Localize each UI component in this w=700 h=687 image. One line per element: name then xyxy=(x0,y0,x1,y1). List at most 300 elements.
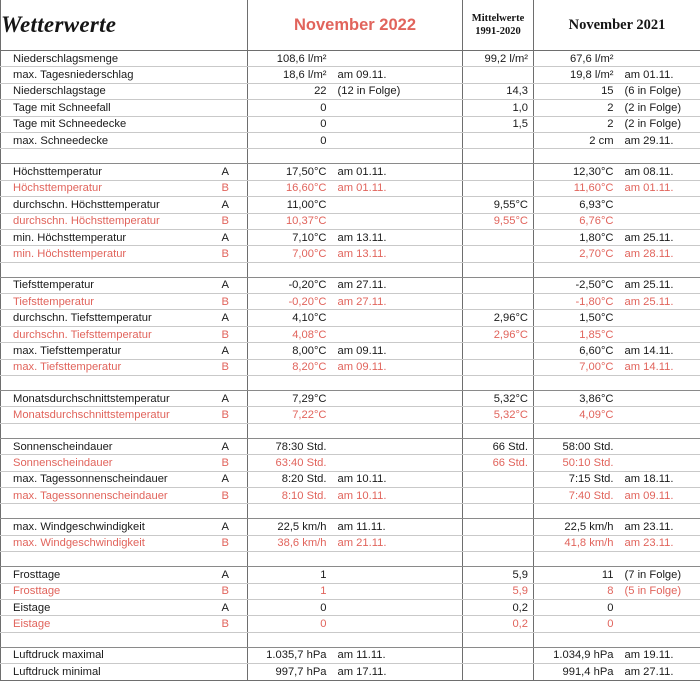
value-november-2022: 1.035,7 hPa xyxy=(248,647,332,663)
row-label: max. Tagesniederschlag xyxy=(1,67,210,83)
row-label: Frosttage xyxy=(1,583,210,599)
variant-marker: A xyxy=(210,567,248,583)
value-november-2021: 7:40 Std. xyxy=(534,487,619,503)
value-mittelwerte: 1,0 xyxy=(463,100,534,116)
detail-november-2021 xyxy=(619,599,700,615)
spacer-cell xyxy=(210,149,248,164)
value-november-2021: 19,8 l/m² xyxy=(534,67,619,83)
detail-november-2022: am 13.11. xyxy=(332,246,463,262)
variant-marker: A xyxy=(210,599,248,615)
detail-november-2021 xyxy=(619,197,700,213)
detail-november-2022 xyxy=(332,455,463,471)
variant-marker: B xyxy=(210,583,248,599)
value-november-2021: 991,4 hPa xyxy=(534,664,619,680)
variant-marker: A xyxy=(210,310,248,326)
spacer-cell xyxy=(1,504,210,519)
value-mittelwerte xyxy=(463,343,534,359)
spacer-cell xyxy=(463,552,534,567)
value-november-2022: 1 xyxy=(248,567,332,583)
detail-november-2022 xyxy=(332,391,463,407)
row-label: max. Schneedecke xyxy=(1,132,210,148)
value-november-2022: 108,6 l/m² xyxy=(248,51,332,67)
spacer-cell xyxy=(1,552,210,567)
row-label: min. Höchsttemperatur xyxy=(1,229,210,245)
table-row xyxy=(1,471,700,487)
value-mittelwerte xyxy=(463,535,534,551)
spacer-cell xyxy=(210,376,248,391)
detail-november-2021: am 01.11. xyxy=(619,67,700,83)
detail-november-2021: (5 in Folge) xyxy=(619,583,700,599)
table-row xyxy=(1,455,700,471)
variant-marker xyxy=(210,100,248,116)
table-row xyxy=(1,487,700,503)
spacer-cell xyxy=(463,423,534,438)
detail-november-2021: (6 in Folge) xyxy=(619,83,700,99)
row-label: Sonnenscheindauer xyxy=(1,438,210,454)
row-label: durchschn. Höchsttemperatur xyxy=(1,213,210,229)
detail-november-2021 xyxy=(619,438,700,454)
detail-november-2022: am 21.11. xyxy=(332,535,463,551)
table-row xyxy=(1,407,700,423)
detail-november-2021 xyxy=(619,326,700,342)
table-row xyxy=(1,343,700,359)
value-mittelwerte xyxy=(463,164,534,180)
detail-november-2021 xyxy=(619,391,700,407)
row-label: Höchsttemperatur xyxy=(1,164,210,180)
section-spacer-wind xyxy=(1,504,700,519)
variant-marker: B xyxy=(210,294,248,310)
spacer-cell xyxy=(534,376,700,391)
value-november-2022: 11,00°C xyxy=(248,197,332,213)
section-spacer-min-temperature xyxy=(1,262,700,277)
detail-november-2022: am 11.11. xyxy=(332,647,463,663)
value-november-2022: 0 xyxy=(248,100,332,116)
table-row xyxy=(1,67,700,83)
detail-november-2021: am 01.11. xyxy=(619,180,700,196)
table-row xyxy=(1,100,700,116)
value-november-2022: 7,10°C xyxy=(248,229,332,245)
mittelwerte-line1: Mittelwerte xyxy=(463,12,533,25)
value-november-2021: 6,60°C xyxy=(534,343,619,359)
value-november-2021: 67,6 l/m² xyxy=(534,51,619,67)
value-mittelwerte: 2,96°C xyxy=(463,326,534,342)
value-mittelwerte: 66 Std. xyxy=(463,455,534,471)
table-row xyxy=(1,294,700,310)
table-row xyxy=(1,132,700,148)
variant-marker: B xyxy=(210,180,248,196)
detail-november-2021: am 23.11. xyxy=(619,519,700,535)
spacer-cell xyxy=(534,504,700,519)
column-header-november-2021: November 2021 xyxy=(534,0,700,51)
value-mittelwerte: 1,5 xyxy=(463,116,534,132)
detail-november-2021 xyxy=(619,213,700,229)
value-november-2022: 17,50°C xyxy=(248,164,332,180)
value-november-2022: 1 xyxy=(248,583,332,599)
detail-november-2022: am 09.11. xyxy=(332,343,463,359)
detail-november-2021: (2 in Folge) xyxy=(619,116,700,132)
spacer-cell xyxy=(534,632,700,647)
spacer-cell xyxy=(248,552,463,567)
spacer-cell xyxy=(463,504,534,519)
spacer-cell xyxy=(248,262,463,277)
value-november-2021: 1,80°C xyxy=(534,229,619,245)
row-label: Monatsdurchschnittstemperatur xyxy=(1,407,210,423)
row-label: Höchsttemperatur xyxy=(1,180,210,196)
value-november-2022: 8,00°C xyxy=(248,343,332,359)
detail-november-2022: am 11.11. xyxy=(332,519,463,535)
table-row xyxy=(1,246,700,262)
detail-november-2022 xyxy=(332,310,463,326)
table-row xyxy=(1,51,700,67)
value-november-2022: 0 xyxy=(248,132,332,148)
page-title: Wetterwerte xyxy=(1,0,248,51)
spacer-cell xyxy=(534,423,700,438)
table-row xyxy=(1,83,700,99)
detail-november-2022: am 10.11. xyxy=(332,487,463,503)
table-header xyxy=(1,0,700,51)
header-row xyxy=(1,0,700,51)
value-mittelwerte xyxy=(463,294,534,310)
row-label: Luftdruck maximal xyxy=(1,647,210,663)
value-november-2021: 22,5 km/h xyxy=(534,519,619,535)
detail-november-2022 xyxy=(332,100,463,116)
spacer-cell xyxy=(210,423,248,438)
row-label: max. Windgeschwindigkeit xyxy=(1,519,210,535)
detail-november-2021: am 23.11. xyxy=(619,535,700,551)
value-november-2022: 8:20 Std. xyxy=(248,471,332,487)
page-bottom-margin xyxy=(0,681,700,687)
row-label: Tiefsttemperatur xyxy=(1,294,210,310)
detail-november-2021 xyxy=(619,51,700,67)
table-row xyxy=(1,213,700,229)
value-november-2022: 4,10°C xyxy=(248,310,332,326)
row-label: Tage mit Schneedecke xyxy=(1,116,210,132)
row-label: max. Tagessonnenscheindauer xyxy=(1,471,210,487)
value-november-2021: 1,85°C xyxy=(534,326,619,342)
detail-november-2022: am 27.11. xyxy=(332,277,463,293)
value-mittelwerte xyxy=(463,647,534,663)
value-mittelwerte: 2,96°C xyxy=(463,310,534,326)
row-label: durchschn. Tiefsttemperatur xyxy=(1,310,210,326)
variant-marker xyxy=(210,67,248,83)
column-header-mittelwerte xyxy=(463,0,534,51)
spacer-cell xyxy=(248,423,463,438)
table-row xyxy=(1,616,700,632)
variant-marker: B xyxy=(210,487,248,503)
value-mittelwerte xyxy=(463,359,534,375)
value-mittelwerte: 5,9 xyxy=(463,583,534,599)
detail-november-2021 xyxy=(619,455,700,471)
value-november-2022: 7,22°C xyxy=(248,407,332,423)
row-label: Monatsdurchschnittstemperatur xyxy=(1,391,210,407)
detail-november-2022 xyxy=(332,116,463,132)
detail-november-2021: am 14.11. xyxy=(619,359,700,375)
spacer-cell xyxy=(1,632,210,647)
detail-november-2021: am 25.11. xyxy=(619,277,700,293)
spacer-cell xyxy=(1,423,210,438)
spacer-cell xyxy=(248,149,463,164)
value-november-2021: 4,09°C xyxy=(534,407,619,423)
value-mittelwerte: 5,32°C xyxy=(463,391,534,407)
value-november-2022: 10,37°C xyxy=(248,213,332,229)
row-label: durchschn. Höchsttemperatur xyxy=(1,197,210,213)
detail-november-2021: am 14.11. xyxy=(619,343,700,359)
row-label: Sonnenscheindauer xyxy=(1,455,210,471)
mittelwerte-line2: 1991-2020 xyxy=(463,25,533,38)
variant-marker: B xyxy=(210,407,248,423)
detail-november-2021: am 28.11. xyxy=(619,246,700,262)
spacer-cell xyxy=(210,632,248,647)
detail-november-2022 xyxy=(332,326,463,342)
value-november-2022: 0 xyxy=(248,599,332,615)
value-november-2021: 1,50°C xyxy=(534,310,619,326)
spacer-cell xyxy=(1,376,210,391)
detail-november-2021 xyxy=(619,616,700,632)
value-november-2022: -0,20°C xyxy=(248,277,332,293)
detail-november-2022: am 01.11. xyxy=(332,180,463,196)
variant-marker xyxy=(210,647,248,663)
detail-november-2021: am 08.11. xyxy=(619,164,700,180)
spacer-cell xyxy=(210,552,248,567)
spacer-cell xyxy=(463,262,534,277)
value-mittelwerte: 0,2 xyxy=(463,599,534,615)
table-row xyxy=(1,647,700,663)
variant-marker xyxy=(210,132,248,148)
column-header-november-2022: November 2022 xyxy=(248,0,463,51)
row-label: min. Höchsttemperatur xyxy=(1,246,210,262)
value-november-2022: 4,08°C xyxy=(248,326,332,342)
detail-november-2021 xyxy=(619,310,700,326)
value-mittelwerte: 0,2 xyxy=(463,616,534,632)
detail-november-2022 xyxy=(332,197,463,213)
variant-marker: A xyxy=(210,391,248,407)
spacer-cell xyxy=(248,376,463,391)
variant-marker: A xyxy=(210,471,248,487)
detail-november-2021: (2 in Folge) xyxy=(619,100,700,116)
variant-marker: A xyxy=(210,343,248,359)
table-row xyxy=(1,438,700,454)
variant-marker: A xyxy=(210,197,248,213)
value-mittelwerte xyxy=(463,471,534,487)
spacer-cell xyxy=(534,149,700,164)
value-mittelwerte xyxy=(463,664,534,680)
detail-november-2021: am 27.11. xyxy=(619,664,700,680)
value-november-2022: 8,20°C xyxy=(248,359,332,375)
value-mittelwerte: 5,9 xyxy=(463,567,534,583)
value-november-2021: 2,70°C xyxy=(534,246,619,262)
variant-marker xyxy=(210,51,248,67)
table-body xyxy=(1,51,700,681)
row-label: durchschn. Tiefsttemperatur xyxy=(1,326,210,342)
table-row xyxy=(1,519,700,535)
variant-marker: B xyxy=(210,455,248,471)
table-row xyxy=(1,197,700,213)
value-november-2021: 15 xyxy=(534,83,619,99)
row-label: Luftdruck minimal xyxy=(1,664,210,680)
table-row xyxy=(1,180,700,196)
detail-november-2022 xyxy=(332,438,463,454)
value-november-2022: 22 xyxy=(248,83,332,99)
row-label: max. Tiefsttemperatur xyxy=(1,343,210,359)
section-spacer-air-pressure xyxy=(1,632,700,647)
detail-november-2021: am 25.11. xyxy=(619,294,700,310)
row-label: max. Windgeschwindigkeit xyxy=(1,535,210,551)
value-november-2021: 6,93°C xyxy=(534,197,619,213)
row-label: Niederschlagsmenge xyxy=(1,51,210,67)
value-november-2021: 0 xyxy=(534,599,619,615)
variant-marker: B xyxy=(210,535,248,551)
section-spacer-monthly-mean-temperature xyxy=(1,376,700,391)
variant-marker: B xyxy=(210,359,248,375)
detail-november-2022: am 17.11. xyxy=(332,664,463,680)
spacer-cell xyxy=(210,262,248,277)
value-november-2021: 12,30°C xyxy=(534,164,619,180)
value-november-2021: -1,80°C xyxy=(534,294,619,310)
spacer-cell xyxy=(1,262,210,277)
table-row xyxy=(1,535,700,551)
spacer-cell xyxy=(1,149,210,164)
detail-november-2021: am 19.11. xyxy=(619,647,700,663)
value-november-2021: -2,50°C xyxy=(534,277,619,293)
variant-marker: A xyxy=(210,438,248,454)
value-november-2021: 41,8 km/h xyxy=(534,535,619,551)
row-label: Frosttage xyxy=(1,567,210,583)
value-mittelwerte xyxy=(463,519,534,535)
value-mittelwerte: 9,55°C xyxy=(463,197,534,213)
row-label: Eistage xyxy=(1,599,210,615)
table-row xyxy=(1,391,700,407)
detail-november-2022: am 09.11. xyxy=(332,67,463,83)
value-november-2022: 997,7 hPa xyxy=(248,664,332,680)
detail-november-2021: am 09.11. xyxy=(619,487,700,503)
value-mittelwerte: 5,32°C xyxy=(463,407,534,423)
spacer-cell xyxy=(248,632,463,647)
table-row xyxy=(1,277,700,293)
spacer-cell xyxy=(463,632,534,647)
value-mittelwerte xyxy=(463,229,534,245)
spacer-cell xyxy=(463,376,534,391)
detail-november-2022 xyxy=(332,51,463,67)
variant-marker: B xyxy=(210,213,248,229)
table-row xyxy=(1,326,700,342)
table-row xyxy=(1,229,700,245)
detail-november-2022 xyxy=(332,616,463,632)
table-row xyxy=(1,567,700,583)
value-november-2022: 63:40 Std. xyxy=(248,455,332,471)
detail-november-2021 xyxy=(619,407,700,423)
detail-november-2022: am 09.11. xyxy=(332,359,463,375)
spacer-cell xyxy=(534,262,700,277)
value-november-2022: 18,6 l/m² xyxy=(248,67,332,83)
table-row xyxy=(1,359,700,375)
value-mittelwerte xyxy=(463,277,534,293)
row-label: max. Tagessonnenscheindauer xyxy=(1,487,210,503)
value-mittelwerte xyxy=(463,487,534,503)
value-mittelwerte: 14,3 xyxy=(463,83,534,99)
value-november-2021: 7:15 Std. xyxy=(534,471,619,487)
row-label: max. Tiefsttemperatur xyxy=(1,359,210,375)
value-november-2021: 58:00 Std. xyxy=(534,438,619,454)
row-label: Niederschlagstage xyxy=(1,83,210,99)
detail-november-2022: (12 in Folge) xyxy=(332,83,463,99)
value-mittelwerte: 99,2 l/m² xyxy=(463,51,534,67)
value-mittelwerte: 66 Std. xyxy=(463,438,534,454)
spacer-cell xyxy=(248,504,463,519)
value-november-2022: 0 xyxy=(248,616,332,632)
detail-november-2021: am 25.11. xyxy=(619,229,700,245)
variant-marker: B xyxy=(210,246,248,262)
value-november-2022: 38,6 km/h xyxy=(248,535,332,551)
value-november-2022: -0,20°C xyxy=(248,294,332,310)
value-november-2021: 11 xyxy=(534,567,619,583)
detail-november-2022 xyxy=(332,213,463,229)
variant-marker xyxy=(210,664,248,680)
detail-november-2022 xyxy=(332,567,463,583)
value-november-2021: 1.034,9 hPa xyxy=(534,647,619,663)
value-november-2021: 2 xyxy=(534,100,619,116)
row-label: Eistage xyxy=(1,616,210,632)
spacer-cell xyxy=(463,149,534,164)
value-november-2021: 6,76°C xyxy=(534,213,619,229)
value-november-2022: 8:10 Std. xyxy=(248,487,332,503)
section-spacer-frost-days xyxy=(1,552,700,567)
variant-marker: B xyxy=(210,616,248,632)
spacer-cell xyxy=(210,504,248,519)
value-mittelwerte xyxy=(463,246,534,262)
detail-november-2021: am 18.11. xyxy=(619,471,700,487)
table-row xyxy=(1,599,700,615)
detail-november-2021: (7 in Folge) xyxy=(619,567,700,583)
value-november-2021: 3,86°C xyxy=(534,391,619,407)
value-november-2022: 78:30 Std. xyxy=(248,438,332,454)
variant-marker xyxy=(210,116,248,132)
variant-marker: A xyxy=(210,519,248,535)
variant-marker: A xyxy=(210,229,248,245)
detail-november-2021: am 29.11. xyxy=(619,132,700,148)
table-row xyxy=(1,310,700,326)
section-spacer-sunshine xyxy=(1,423,700,438)
value-november-2022: 16,60°C xyxy=(248,180,332,196)
section-spacer-max-temperature xyxy=(1,149,700,164)
detail-november-2022: am 13.11. xyxy=(332,229,463,245)
variant-marker: B xyxy=(210,326,248,342)
variant-marker: A xyxy=(210,277,248,293)
table-row xyxy=(1,664,700,680)
value-november-2021: 2 xyxy=(534,116,619,132)
value-mittelwerte: 9,55°C xyxy=(463,213,534,229)
detail-november-2022: am 01.11. xyxy=(332,164,463,180)
value-mittelwerte xyxy=(463,132,534,148)
value-november-2021: 0 xyxy=(534,616,619,632)
detail-november-2022 xyxy=(332,583,463,599)
spacer-cell xyxy=(534,552,700,567)
table-row xyxy=(1,116,700,132)
table-row xyxy=(1,164,700,180)
table-row xyxy=(1,583,700,599)
variant-marker xyxy=(210,83,248,99)
detail-november-2022: am 10.11. xyxy=(332,471,463,487)
value-november-2022: 7,29°C xyxy=(248,391,332,407)
detail-november-2022 xyxy=(332,599,463,615)
value-november-2021: 50:10 Std. xyxy=(534,455,619,471)
value-november-2022: 22,5 km/h xyxy=(248,519,332,535)
detail-november-2022 xyxy=(332,407,463,423)
variant-marker: A xyxy=(210,164,248,180)
value-mittelwerte xyxy=(463,180,534,196)
row-label: Tage mit Schneefall xyxy=(1,100,210,116)
detail-november-2022 xyxy=(332,132,463,148)
value-november-2022: 7,00°C xyxy=(248,246,332,262)
